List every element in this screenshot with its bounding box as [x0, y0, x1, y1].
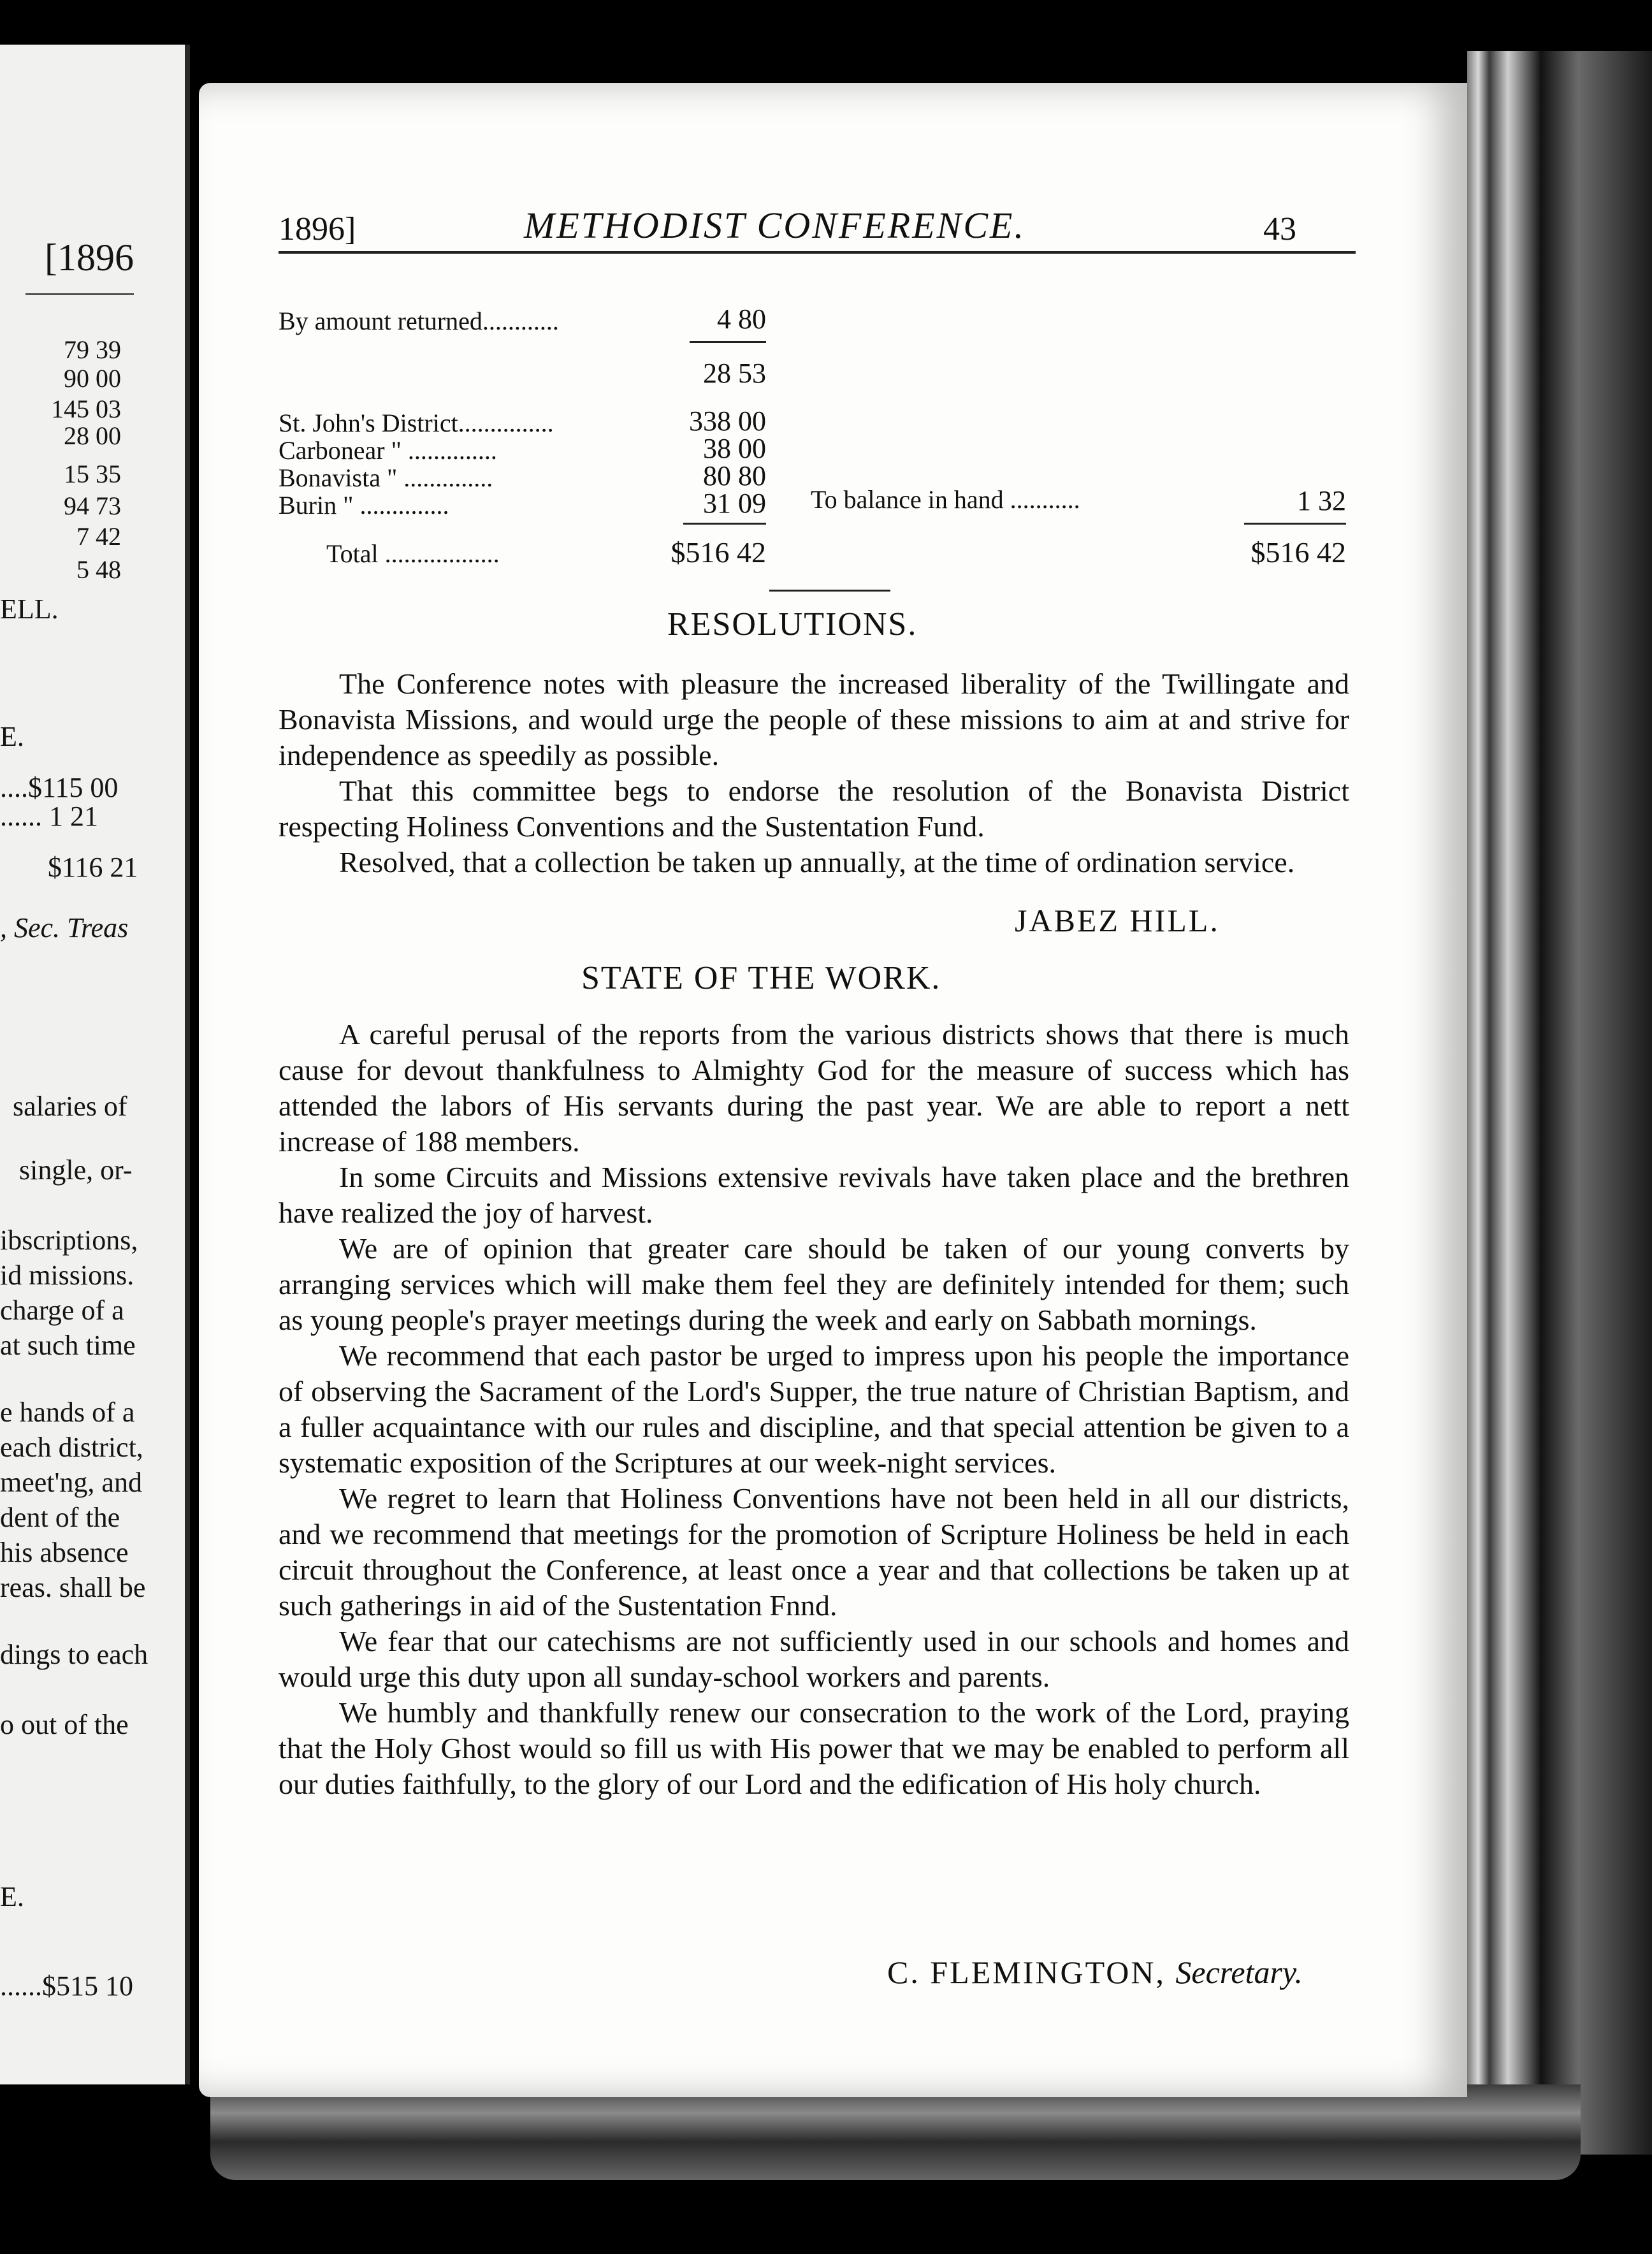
work-paragraph: We recommend that each pastor be urged to impress upon his people the importance of observing the Sacrament of the Lord's Supper, the true nature of Christian Baptism, and a fuller acquaintance with our rules and discipline, and that special attention be given to a systematic exposition of the Scriptures at our week-night services. [279, 1339, 1349, 1479]
left-fragment: dent of the [0, 1502, 120, 1533]
left-fragment: single, or- [19, 1154, 133, 1186]
secretary-signature [887, 1954, 1303, 1991]
state-of-work-body [279, 1017, 1349, 1802]
district-amount: 38 00 [703, 433, 766, 464]
left-e: E. [0, 721, 24, 752]
resolutions-signature: JABEZ HILL. [1015, 903, 1220, 938]
page-bottom-edge [210, 2084, 1581, 2180]
left-fragment: his absence [0, 1537, 129, 1568]
left-facing-page [0, 45, 190, 2084]
left-page-year: [1896 [45, 236, 134, 279]
left-e: E. [0, 1881, 24, 1912]
left-fragment: salaries of [13, 1091, 127, 1122]
page-number: 43 [1263, 211, 1296, 247]
left-fragment: at such time [0, 1330, 136, 1361]
secretary-name: C. FLEMINGTON, [887, 1954, 1166, 1990]
left-fragment: id missions. [0, 1260, 134, 1291]
left-number: 28 00 [64, 421, 121, 450]
left-amount: ...... 1 21 [0, 801, 98, 832]
left-number: 145 03 [51, 395, 121, 423]
book-binding [1467, 51, 1652, 2155]
header-rule [279, 251, 1356, 254]
resolutions-heading: RESOLUTIONS. [667, 606, 918, 643]
left-number: 94 73 [64, 491, 121, 520]
total-label: Total .................. [326, 539, 500, 568]
balance-label: To balance in hand ........... [811, 485, 1080, 514]
balance-amount: 1 32 [1297, 485, 1346, 516]
left-number: 90 00 [64, 364, 121, 393]
left-fragment: reas. shall be [0, 1572, 146, 1603]
main-page [199, 83, 1467, 2097]
left-fragment: dings to each [0, 1639, 149, 1670]
district-label: Bonavista " .............. [279, 463, 493, 492]
sum-rule [1244, 523, 1346, 525]
header-year: 1896] [279, 211, 356, 247]
resolution-paragraph: Resolved, that a collection be taken up annually, at the time of ordination service. [339, 846, 1295, 878]
left-amount: ....$115 00 [0, 772, 119, 803]
left-number: 15 35 [64, 460, 121, 488]
account-subtotal: 28 53 [703, 358, 766, 389]
left-fragment: e hands of a [0, 1397, 135, 1428]
work-paragraph: We fear that our catechisms are not sufficiently used in our schools and homes and would urge this duty upon all sunday-school workers and parents. [279, 1625, 1349, 1693]
account-label: By amount returned............ [279, 307, 559, 335]
total-left: $516 42 [670, 536, 766, 569]
left-ell: ELL. [0, 593, 59, 625]
work-paragraph: In some Circuits and Missions extensive revivals have taken place and the brethren have realized the joy of harvest. [279, 1161, 1349, 1229]
district-amount: 31 09 [703, 488, 766, 519]
work-paragraph: We humbly and thankfully renew our consecration to the work of the Lord, praying that the Holy Ghost would so fill us with His power that we may be enabled to perform all our duties faithfully, to the glory of our Lord and the edification of His holy church. [279, 1696, 1349, 1800]
sum-rule [690, 341, 766, 343]
header-title: METHODIST CONFERENCE. [524, 205, 1025, 246]
left-fragment: charge of a [0, 1295, 124, 1326]
left-amount: $116 21 [48, 852, 138, 883]
district-amount: 80 80 [703, 460, 766, 491]
district-label: Carbonear " .............. [279, 436, 497, 465]
section-rule [769, 590, 890, 592]
left-number: 7 42 [76, 522, 121, 551]
work-paragraph: We regret to learn that Holiness Conventions have not been held in all our districts, and we recommend that meetings for the promotion of Scripture Holiness be held in each circuit throughout the Conference, at least once a year and that collections be taken up at such gatherings in aid of the Sustentation Fnnd. [279, 1482, 1349, 1622]
resolution-paragraph: That this committee begs to endorse the resolution of the Bonavista District respecting Holiness Conventions and the Sustentation Fund. [279, 774, 1349, 843]
left-fragment: o out of the [0, 1709, 129, 1740]
left-fragment: ibscriptions, [0, 1225, 138, 1256]
left-number: 79 39 [64, 335, 121, 364]
left-fragment: each district, [0, 1432, 143, 1463]
state-of-work-heading: STATE OF THE WORK. [581, 960, 941, 996]
left-page-rule [25, 293, 134, 295]
account-amount: 4 80 [717, 303, 766, 335]
secretary-title: Secretary. [1175, 1954, 1303, 1990]
total-right: $516 42 [1250, 536, 1346, 569]
district-label: Burin " .............. [279, 491, 449, 520]
district-amount: 338 00 [689, 405, 766, 437]
left-sec: , Sec. Treas [0, 912, 129, 943]
resolutions-body [279, 666, 1349, 880]
work-paragraph: A careful perusal of the reports from the various districts shows that there is much cause for devout thankfulness to Almighty God for the measure of success which has attended the labors of His servants during the past year. We are able to report a nett increase of 188 members. [279, 1018, 1349, 1158]
resolution-paragraph: The Conference notes with pleasure the increased liberality of the Twillingate and Bonavista Missions, and would urge the people of these missions to aim at and strive for independence as speedily as possible. [279, 667, 1349, 771]
district-label: St. John's District............... [279, 409, 554, 437]
work-paragraph: We are of opinion that greater care should be taken of our young converts by arranging services which will make them feel they are definitely intended for them; such as young people's prayer meetings during the week and early on Sabbath mornings. [279, 1232, 1349, 1336]
left-amount: ......$515 10 [0, 1970, 133, 2002]
sum-rule [683, 523, 766, 525]
left-number: 5 48 [76, 555, 121, 584]
left-fragment: meet'ng, and [0, 1467, 142, 1498]
